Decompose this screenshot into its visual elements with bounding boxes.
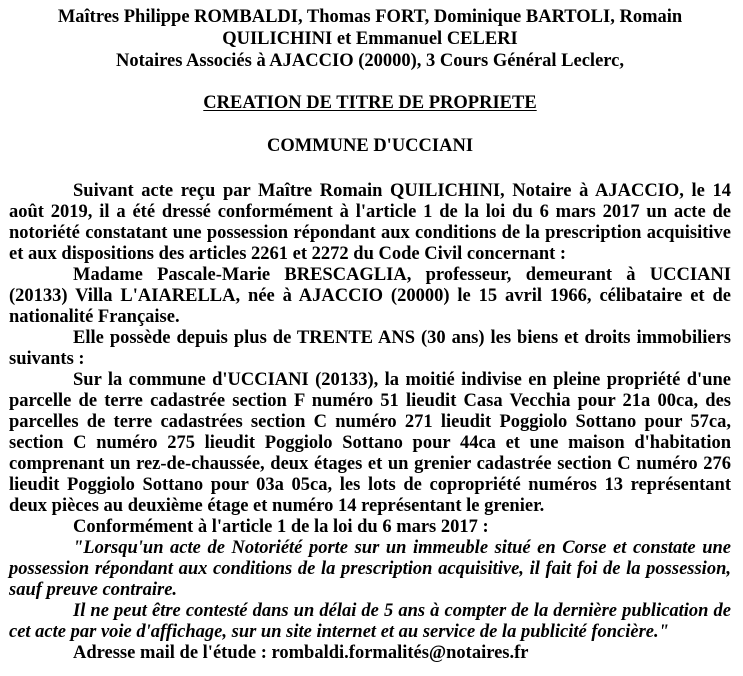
notary-office-address-line: Notaires Associés à AJACCIO (20000), 3 Cours Général Leclerc, — [116, 51, 624, 71]
document-title-row — [9, 92, 731, 114]
paragraph-biens-immobiliers: Sur la commune d'UCCIANI (20133), la moitié indivise en pleine propriété d'une parcelle de terre cadastrée section F numéro 51 lieudit Casa Vecchia pour 21a 00ca, des parcelles de terre cadastrées section C numéro 271 lieudit Poggiolo Sottano pour 57ca, section C numéro 275 lieudit Poggiolo Sottano pour 44ca et une maison d'habitation comprenant un rez-de-chaussée, deux étages et un grenier cadastrée section C numéro 276 lieudit Poggiolo Sottano pour 03a 05ca, les lots de copropriété numéros 13 représentant deux pièces au deuxième étage et numéro 14 représentant le grenier. — [9, 370, 731, 516]
paragraph-citation-loi-1: "Lorsqu'un acte de Notoriété porte sur un immeuble situé en Corse et constate une possession répondant aux conditions de la prescription acquisitive, il fait foi de la possession, sauf preuve contraire. — [9, 538, 731, 600]
paragraph-conformement-loi: Conformément à l'article 1 de la loi du 6 mars 2017 : — [73, 517, 489, 537]
document-subtitle-commune: COMMUNE D'UCCIANI — [266, 136, 474, 156]
document-body — [9, 181, 731, 664]
notaries-names-line: Maîtres Philippe ROMBALDI, Thomas FORT, Dominique BARTOLI, Romain QUILICHINI et Emmanuel CELERI — [57, 7, 683, 49]
paragraph-adresse-mail-etude: Adresse mail de l'étude : rombaldi.formalités@notaires.fr — [73, 643, 529, 663]
paragraph-acte-notoriete: Suivant acte reçu par Maître Romain QUILICHINI, Notaire à AJACCIO, le 14 août 2019, il a été dressé conformément à l'article 1 de la loi du 6 mars 2017 un acte de notoriété constatant une possession répondant aux conditions de la prescription acquisitive et aux dispositions des articles 2261 et 2272 du Code Civil concernant : — [9, 181, 731, 264]
paragraph-possession-trente-ans: Elle possède depuis plus de TRENTE ANS (30 ans) les biens et droits immobiliers suivants : — [9, 328, 731, 369]
document-title: CREATION DE TITRE DE PROPRIETE — [203, 93, 537, 113]
document-header — [9, 6, 731, 72]
paragraph-citation-loi-2: Il ne peut être contesté dans un délai de 5 ans à compter de la dernière publication de cet acte par voie d'affichage, sur un site internet et au service de la publicité foncière." — [9, 601, 731, 642]
paragraph-madame-brescaglia: Madame Pascale-Marie BRESCAGLIA, professeur, demeurant à UCCIANI (20133) Villa L'AIARELLA, née à AJACCIO (20000) le 15 avril 1966, célibataire et de nationalité Française. — [9, 265, 731, 327]
